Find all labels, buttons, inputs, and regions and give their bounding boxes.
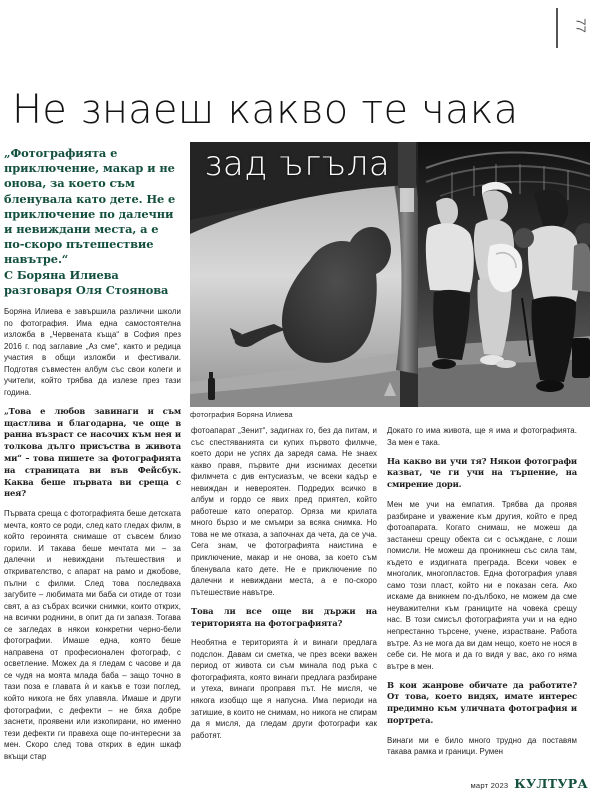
standfirst-byline: С Боряна Илиева разговаря Оля Стоянова bbox=[4, 267, 169, 297]
interview-question: На какво ви учи тя? Някои фотографи казват, че ги учи на търпение, на смирение дори. bbox=[387, 455, 577, 490]
text-column-middle bbox=[191, 425, 377, 741]
page-number: 77 bbox=[573, 18, 589, 33]
body-paragraph: Докато го има живота, ще я има и фотографията. За мен е така. bbox=[387, 426, 577, 447]
photo-overlay-title: зад ъгъла bbox=[204, 144, 391, 184]
body-paragraph: Боряна Илиева е завършила различни школи по фотография. Има една самостоятелна изложба в „Червената къща“ в София през 2016 г. под заглавие „Аз сме“, както и редица участия в общи изложби и фестивали. Подготвя съвместен албум със свои колеги и учители, който трябва да излезе през тази година. bbox=[4, 307, 181, 397]
body-paragraph: Необятна е територията ѝ и винаги предлага подслон. Давам си сметка, че през всеки важен период от живота си съм минала под ръка с фотографията, която винаги предлага разбиране и утеха, винаги проправя път. Не мисля, че някога изобщо ще я напусна. Има периоди на затишие, в които не снимам, но никога не спирам да я мисля, да гледам други фотографи как работят. bbox=[191, 638, 377, 740]
interview-question: „Това е любов завинаги и съм щастлива и благодарна, че още в ранна възраст се насочих към нея и толкова дълго присъства в живота ми“ – това пишете за фотографията на страницата ви във Фейсбук. Каква беше първата ви среща с нея? bbox=[4, 405, 181, 499]
text-column-left bbox=[4, 306, 181, 762]
footer-brand: КУЛТУРА bbox=[514, 776, 588, 791]
body-paragraph: Винаги ми е било много трудно да поставям такава рамка и граници. Румен bbox=[387, 735, 577, 757]
body-paragraph: Първата среща с фотографията беше детската мечта, която се роди, след като гледах филм, в който героинята снимаше от съвсем близо горили. И такава беше мечтата ми – за далечни и невиждани пътешествия и откривателство, с апарат на рамо и джобове, пълни с филми. След това последваха загубите – любимата ми баба си отиде от този свят, а аз събрах всички снимки, които открих, на всички роднини, в опит да ги запазя. Тогава се загледах в някои конкретни черно-бели фотографии. Имаше една, която беше направена от професионален фотограф, с осветление. Можех да я гледам с часове и да се чудя на моята млада баба – защо точно в тази поза е главата ѝ и какъв е този поглед, който никога не бях улавяла. Имаше и други фотографии, с дефекти – не бяха добре заснети, проявени или изкопирани, но именно тези дефекти ги правеха още по-интересни за мен. Скоро след това открих в един шкаф вкъщи стар bbox=[4, 509, 181, 761]
standfirst-quote: „Фотографията е приключение, макар и не онова, за което съм бленувала като дете. Не е приключение по далечни и невиждани места, а е по-скоро пътешествие навътре.“ bbox=[4, 146, 176, 267]
interview-question: В кои жанрове обичате да работите? От това, което видях, имате интерес предимно към уличната фотография и портрета. bbox=[387, 679, 577, 726]
text-column-right bbox=[387, 425, 577, 758]
body-paragraph: Мен ме учи на емпатия. Трябва да проявя разбиране и уважение към другия, който е пред фотоапарата. Когато снимаш, не можеш да застанеш срещу обекта си с осъждане, с лоши помисли. Не можеш да проникнеш със сила там, където е издигната преграда. Всеки човек е многолик, многопластов. Една фотография улавя само този пласт, който ни е показан сега. Ако искаме да вникнем по-дълбоко, не можем да сме неуважителни към границите на човека срещу нас. В този смисъл фотографията учи и на едно непрестанно търсене, учене, израстване. Работа вътре. Аз не мога да ви дам нещо, което не нося в себе си. Не мога и да го видя у вас, ако го няма вътре в мен. bbox=[387, 499, 577, 671]
article-photo-block bbox=[190, 142, 590, 419]
photo-credit: фотография Боряна Илиева bbox=[190, 410, 293, 419]
footer-date: март 2023 bbox=[470, 781, 509, 790]
folio-rule bbox=[556, 8, 558, 48]
body-paragraph: фотоапарат „Зенит“, задигнах го, без да питам, и със спестяванията си купих първото филмче, което дори не успях да заредя сама. Не знаех какво правя, първите дни изснимах десетки филмчета с див ентусиазъм, че всеки кадър е невиждан и невероятен. Подредих всичко в албум и гордо се явих пред приятел, който работеше като оператор. Оряза ми крилата много бързо и ме смъмри за всяка снимка. Но това не ме отказа, а започнах да чета, да се уча. Сега знам, че фотографията наистина е приключение, макар и не онова, за което съм бленувала като дете. Не е приключение по далечни и невиждани места, а е по-скоро пътешествие навътре. bbox=[191, 426, 377, 597]
interview-question: Това ли все още ви държи на територията на фотографията? bbox=[191, 605, 377, 628]
page-title: Не знаеш какво те чака bbox=[12, 87, 519, 133]
standfirst bbox=[4, 146, 180, 298]
folio bbox=[546, 8, 589, 50]
page-footer bbox=[471, 776, 588, 791]
